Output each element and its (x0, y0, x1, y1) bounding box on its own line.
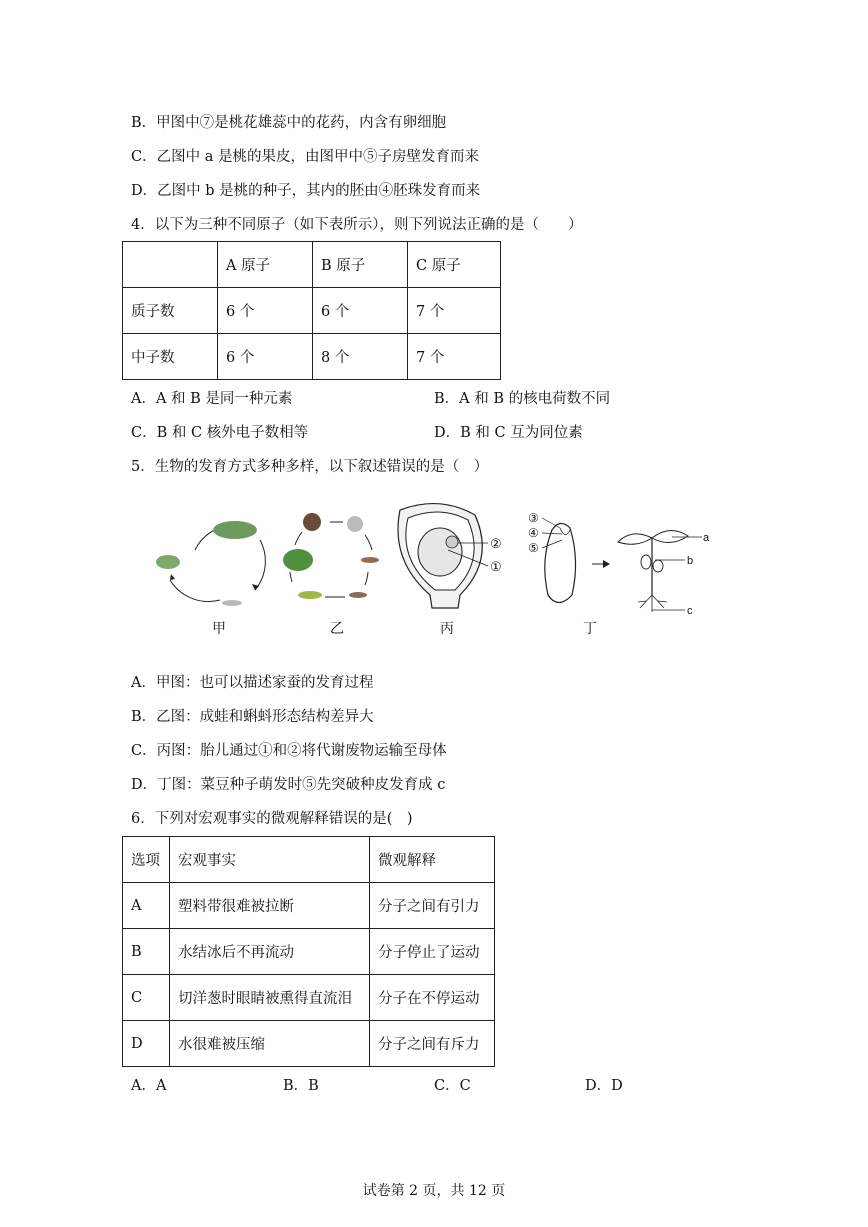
table-cell (123, 242, 218, 288)
table-cell: 分子在不停运动 (370, 975, 495, 1021)
figure-label-bing: 丙 (440, 621, 454, 637)
table-cell: 质子数 (123, 288, 218, 334)
table-cell: 中子数 (123, 334, 218, 380)
table-row (123, 883, 495, 929)
q5-option-d: D．丁图：菜豆种子萌发时⑤先突破种皮发育成 c (131, 777, 446, 793)
table-cell: 微观解释 (370, 837, 495, 883)
q4-option-a: A．A 和 B 是同一种元素 (131, 391, 293, 407)
ding-letter-b: b (687, 555, 694, 567)
tadpole-icon (361, 557, 379, 563)
frog-icon (283, 549, 313, 571)
grasshopper-nymph-icon (156, 555, 180, 569)
table-cell: 6 个 (313, 288, 408, 334)
table-cell: B 原子 (313, 242, 408, 288)
q3-option-b: B．甲图中⑦是桃花雄蕊中的花药，内含有卵细胞 (131, 115, 447, 131)
table-cell: 选项 (123, 837, 170, 883)
table-cell: B (123, 929, 170, 975)
table-cell: A (123, 883, 170, 929)
table-cell: 7 个 (408, 288, 501, 334)
ding-letter-c: c (687, 605, 693, 617)
bing-marker-2: ② (490, 536, 502, 551)
table-cell: 切洋葱时眼睛被熏得直流泪 (170, 975, 370, 1021)
table-cell: 6 个 (218, 288, 313, 334)
q4-option-d: D．B 和 C 互为同位素 (434, 425, 583, 441)
q6-option-a: A．A (131, 1078, 167, 1094)
table-cell: D (123, 1021, 170, 1067)
table-cell: 7 个 (408, 334, 501, 380)
table-header-row (123, 837, 495, 883)
figure-bing-uterus (398, 504, 502, 608)
q3-option-c: C．乙图中 a 是桃的果皮，由图甲中⑤子房壁发育而来 (131, 149, 479, 165)
ding-marker-4: ④ (528, 526, 539, 540)
figure-label-yi: 乙 (330, 621, 344, 637)
table-cell: 分子之间有引力 (370, 883, 495, 929)
table-cell: 宏观事实 (170, 837, 370, 883)
table-cell: C 原子 (408, 242, 501, 288)
q4-stem: 4．以下为三种不同原子（如下表所示），则下列说法正确的是（ ） (131, 217, 583, 233)
table-cell: 水很难被压缩 (170, 1021, 370, 1067)
table-row (123, 288, 501, 334)
table-cell: 6 个 (218, 334, 313, 380)
grasshopper-adult-icon (213, 521, 257, 539)
table-cell: 分子停止了运动 (370, 929, 495, 975)
page-footer: 试卷第 2 页，共 12 页 (362, 1183, 506, 1199)
bing-marker-1: ① (490, 559, 502, 574)
table-row (123, 1021, 495, 1067)
table-cell: 分子之间有斥力 (370, 1021, 495, 1067)
q5-option-b: B．乙图：成蛙和蝌蚪形态结构差异大 (131, 709, 374, 725)
embryo-icon (347, 516, 363, 532)
leaf-icon (618, 534, 652, 544)
figure-yi-cycle (283, 513, 379, 599)
q6-option-c: C．C (434, 1078, 471, 1094)
ding-marker-3: ③ (528, 511, 539, 525)
ding-letter-a: a (703, 532, 710, 544)
table-cell: 塑料带很难被拉断 (170, 883, 370, 929)
young-frog-icon (298, 591, 322, 599)
table-cell: 8 个 (313, 334, 408, 380)
figure-label-jia: 甲 (212, 621, 226, 637)
q5-option-c: C．丙图：胎儿通过①和②将代谢废物运输至母体 (131, 743, 447, 759)
q6-explanation-table (122, 836, 495, 1067)
figure-ding-seed (528, 511, 710, 617)
bean-seed-icon (545, 523, 576, 602)
q5-option-a: A．甲图：也可以描述家蚕的发育过程 (131, 675, 374, 691)
tadpole-legs-icon (349, 592, 367, 598)
table-header-row (123, 242, 501, 288)
table-row (123, 975, 495, 1021)
table-cell: 水结冰后不再流动 (170, 929, 370, 975)
table-cell: C (123, 975, 170, 1021)
frog-egg-icon (303, 513, 321, 531)
table-row (123, 334, 501, 380)
figure-label-ding: 丁 (583, 621, 597, 637)
table-cell: A 原子 (218, 242, 313, 288)
table-row (123, 929, 495, 975)
q6-option-b: B．B (283, 1078, 319, 1094)
q6-stem: 6．下列对宏观事实的微观解释错误的是( ) (131, 811, 413, 827)
q6-option-d: D．D (585, 1078, 623, 1094)
q5-figure (140, 500, 720, 620)
fetus-icon (418, 528, 462, 576)
egg-icon (222, 600, 242, 606)
q4-option-c: C．B 和 C 核外电子数相等 (131, 425, 309, 441)
q3-option-d: D．乙图中 b 是桃的种子，其内的胚由④胚珠发育而来 (131, 183, 481, 199)
root-icon (638, 595, 667, 612)
q4-option-b: B．A 和 B 的核电荷数不同 (434, 391, 611, 407)
ding-marker-5: ⑤ (528, 541, 539, 555)
leaf-icon (652, 530, 688, 542)
q4-atom-table (122, 241, 501, 380)
figure-jia-cycle (156, 521, 265, 606)
placenta-icon (446, 536, 458, 548)
q5-stem: 5．生物的发育方式多种多样，以下叙述错误的是（ ） (131, 459, 489, 475)
